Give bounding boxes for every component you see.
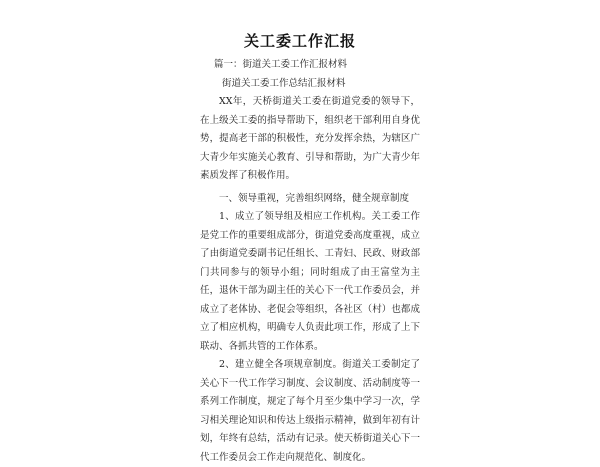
section-heading: 一、领导重视，完善组织网络，健全规章制度: [219, 192, 410, 204]
subtitle-2: 街道关工委工作总结汇报材料: [222, 77, 346, 89]
document-body: [200, 56, 420, 467]
paragraph: 1、成立了领导组及相应工作机构。关工委工作是党工作的重要组成部分，街道党委高度重视，成立了由街道党委副书记任组长、工青妇、民政、财政部门共同参与的领导小组；同时组成了由王富堂为主任，退休干部为副主任的关心下一代工作委员会，并成立了老体协、老促会等组织，各社区（村）也都成立了相应机构，明确专人负责此项工作，形成了上下联动、各抓共管的工作体系。: [200, 211, 420, 352]
document-title: 关工委工作汇报: [243, 32, 356, 50]
paragraph: 2、建立健全各项规章制度。街道关工委制定了关心下一代工作学习制度、会议制度、活动制度等一系列工作制度，规定了每个月至少集中学习一次，学习相关理论知识和传达上级指示精神，做到年初有计划，年终有总结，活动有记录。使天桥街道关心下一代工作委员会工作走向规范化、制度化。: [200, 359, 420, 463]
subtitle-1: 篇一：街道关工委工作汇报材料: [214, 59, 348, 70]
paragraph: XX年，天桥街道关工委在街道党委的领导下，在上级关工委的指导帮助下，组织老干部利用自身优势，提高老干部的积极性，充分发挥余热，为辖区广大青少年实施关心教育、引导和帮助，为广大青少年素质发挥了积极作用。: [200, 96, 420, 181]
